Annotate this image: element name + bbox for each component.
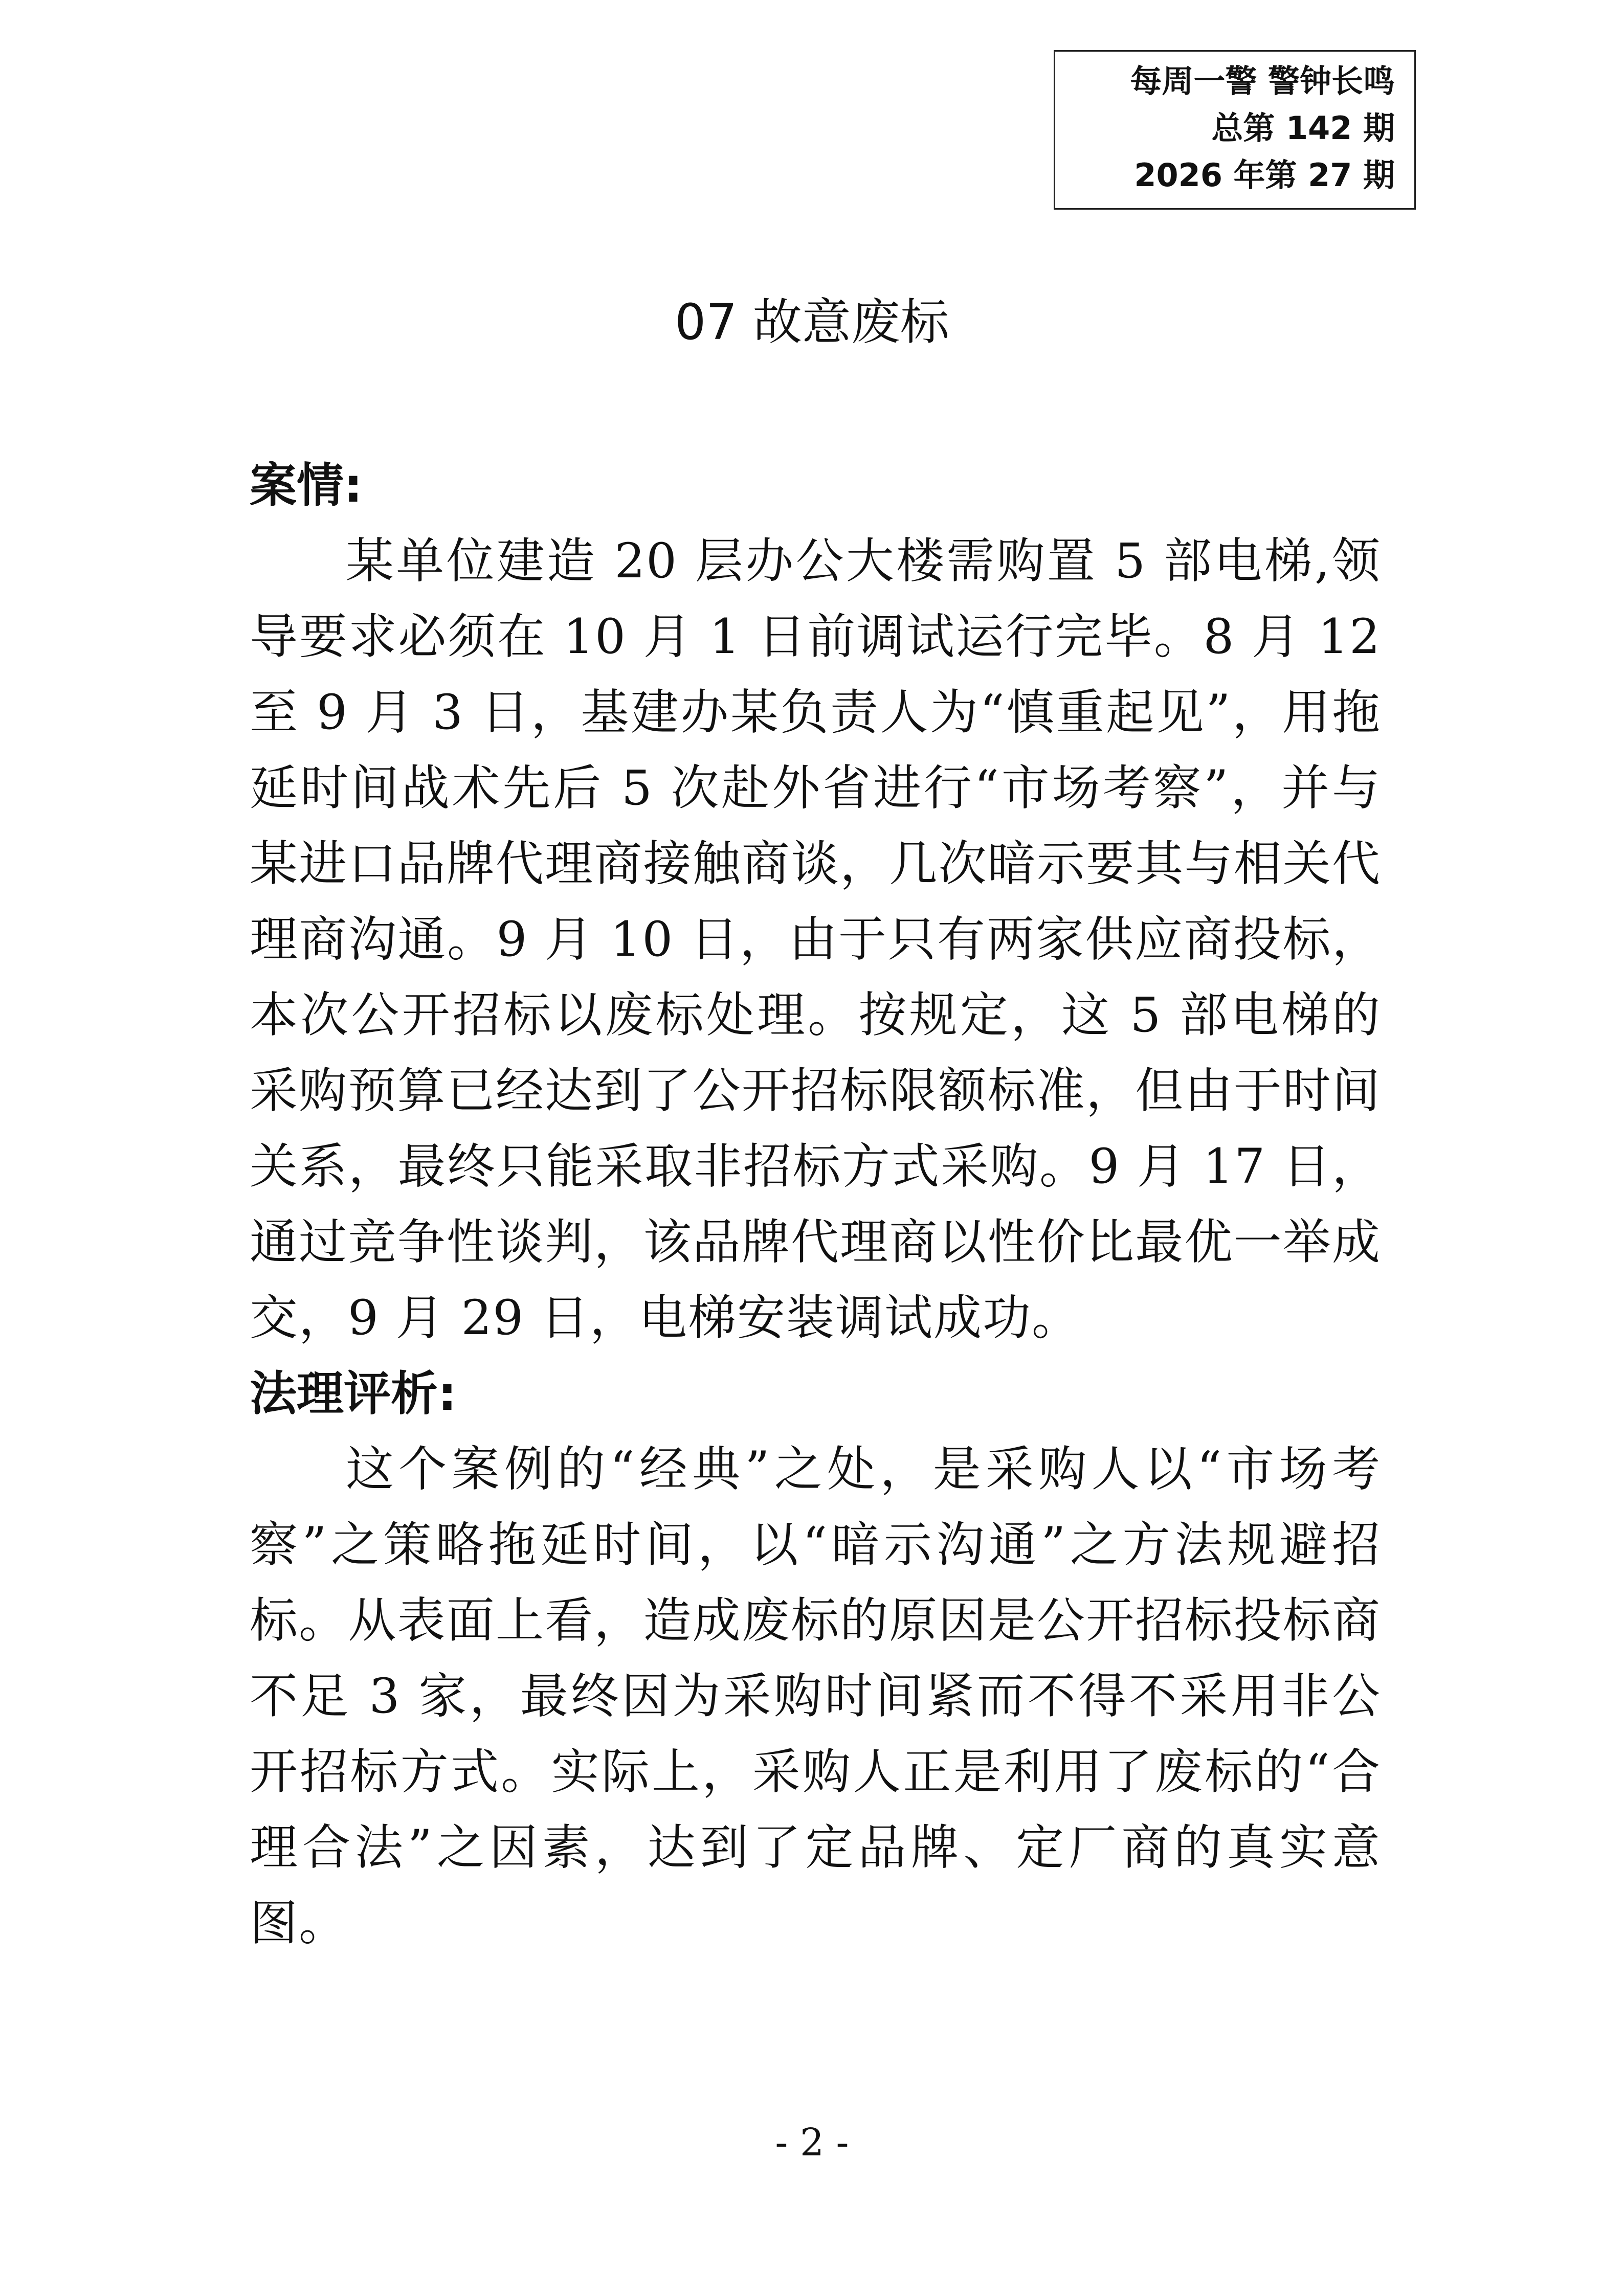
- analysis-paragraph: 这个案例的“经典”之处，是采购人以“市场考察”之策略拖延时间，以“暗示沟通”之方法规避招标。从表面上看，造成废标的原因是公开招标投标商不足 3 家，最终因为采购时间紧而不得不采用非公开招标方式。实际上，采购人正是利用了废标的“合理合法”之因素，达到了定品牌、定厂商的真实意图。: [250, 1442, 1381, 1951]
- header-slogan: 每周一警 警钟长鸣: [1130, 62, 1395, 100]
- case-heading: 案情:: [250, 458, 363, 513]
- case-paragraph: 某单位建造 20 层办公大楼需购置 5 部电梯,领导要求必须在 10 月 1 日前调试运行完毕。8 月 12 至 9 月 3 日，基建办某负责人为“慎重起见”，用拖延时间战术先后 5 次赴外省进行“市场考察”，并与某进口品牌代理商接触商谈，几次暗示要其与相关代理商沟通。9 月 10 日，由于只有两家供应商投标，本次公开招标以废标处理。按规定，这 5 部电梯的采购预算已经达到了公开招标限额标准，但由于时间关系，最终只能采取非招标方式采购。9 月 17 日，通过竞争性谈判，该品牌代理商以性价比最优一举成交，9 月 29 日，电梯安装调试成功。: [250, 533, 1381, 1346]
- header-year-issue: 2026 年第 27 期: [1134, 156, 1395, 194]
- page-number: - 2 -: [775, 2121, 849, 2165]
- analysis-heading: 法理评析:: [250, 1366, 457, 1421]
- analysis-section: [250, 1356, 1381, 1962]
- case-section: [250, 448, 1381, 1356]
- document-body: [250, 448, 1381, 1962]
- header-total-issue: 总第 142 期: [1211, 109, 1395, 147]
- document-title: 07 故意废标: [675, 294, 949, 351]
- issue-header-box: [1054, 50, 1416, 210]
